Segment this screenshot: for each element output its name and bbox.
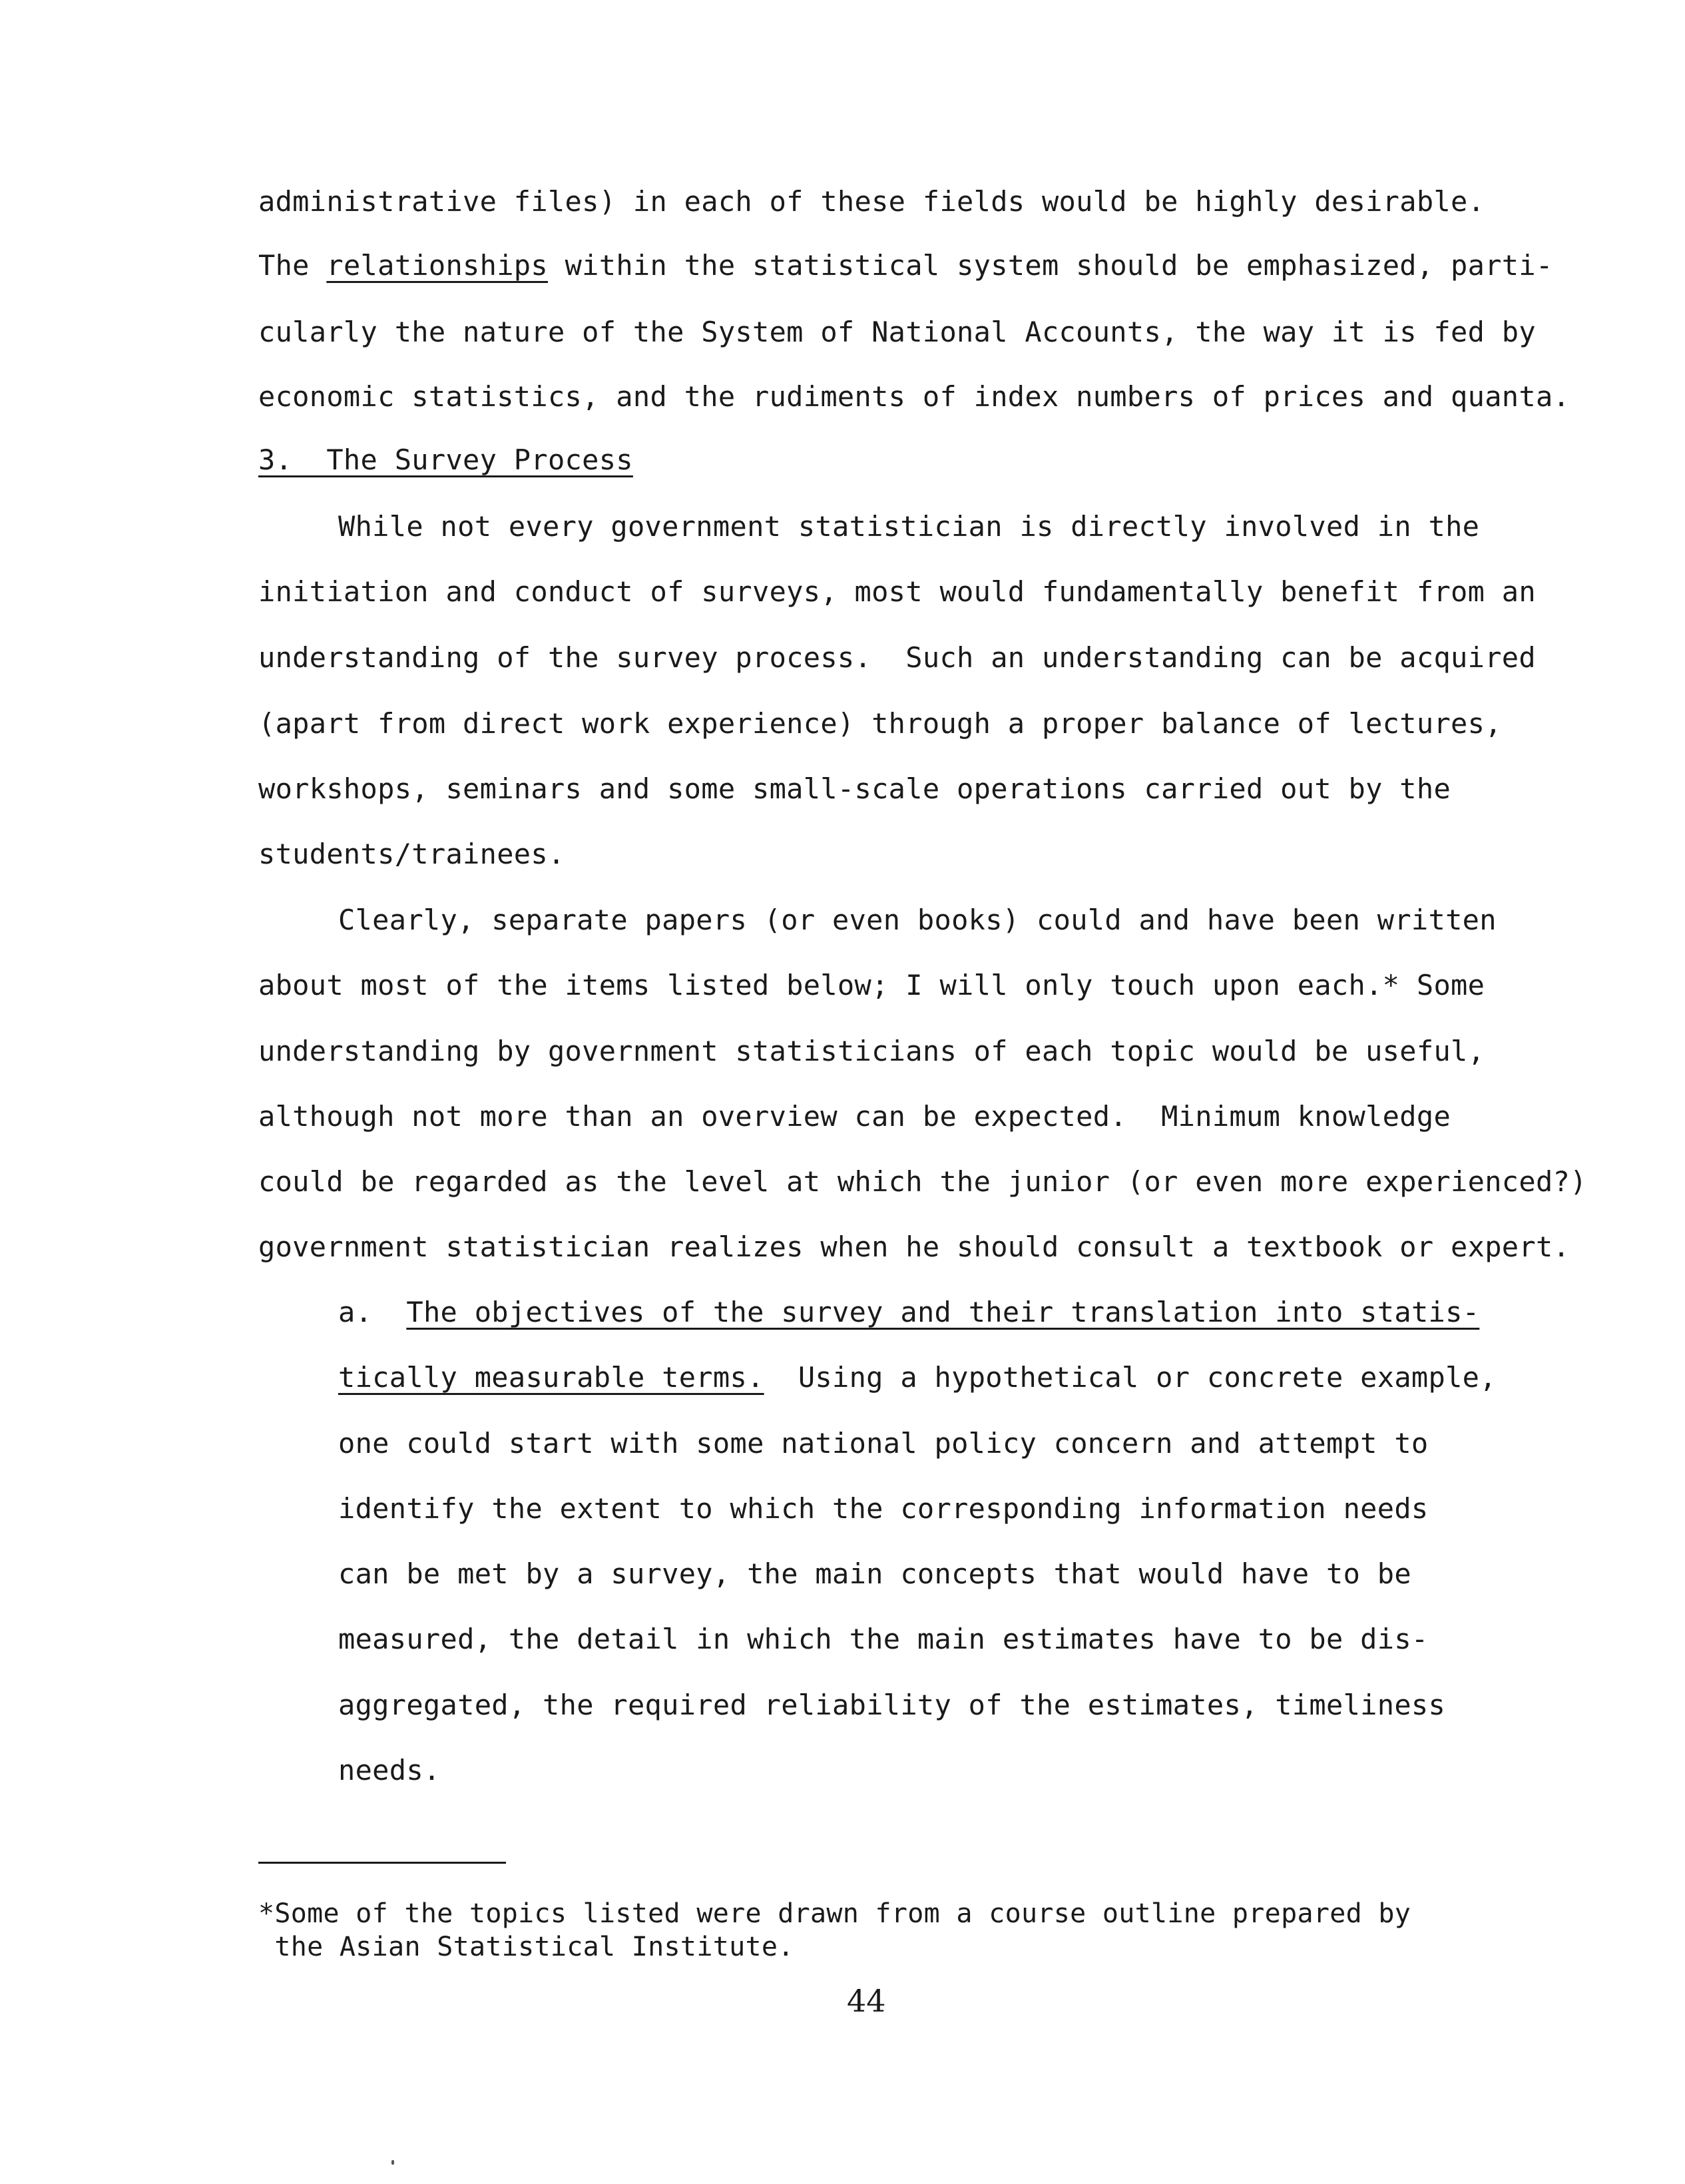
- text-span: within the statistical system should be emphasized, parti-: [547, 249, 1553, 282]
- body-line: could be regarded as the level at which the junior (or even more experienced?): [258, 1165, 1587, 1198]
- body-line: although not more than an overview can be expected. Minimum knowledge: [258, 1100, 1451, 1133]
- list-marker: a.: [338, 1296, 407, 1328]
- body-line: administrative files) in each of these fields would be highly desirable.: [258, 185, 1485, 218]
- body-line: students/trainees.: [258, 838, 565, 870]
- scan-speck: [391, 2160, 394, 2165]
- body-line: can be met by a survey, the main concepts that would have to be: [338, 1557, 1411, 1590]
- underlined-term-relationships: relationships: [326, 249, 548, 282]
- body-line: needs.: [338, 1754, 441, 1786]
- list-item-heading: The objectives of the survey and their translation into statis-: [406, 1296, 1480, 1328]
- footnote-line: the Asian Statistical Institute.: [258, 1932, 794, 1962]
- body-line: workshops, seminars and some small-scale operations carried out by the: [258, 772, 1451, 805]
- body-line: [258, 249, 1553, 282]
- body-line: about most of the items listed below; I will only touch upon each.* Some: [258, 969, 1485, 1001]
- body-line: [338, 1361, 1497, 1394]
- text-span: The: [258, 249, 327, 282]
- list-item-a: [338, 1296, 1479, 1329]
- footnote-line: *Some of the topics listed were drawn from a course outline prepared by: [258, 1898, 1411, 1929]
- body-line: (apart from direct work experience) through a proper balance of lectures,: [258, 707, 1502, 740]
- section-heading: 3. The Survey Process: [258, 443, 633, 476]
- body-line: understanding by government statisticians of each topic would be useful,: [258, 1035, 1485, 1067]
- text-span: Using a hypothetical or concrete example,: [764, 1361, 1497, 1394]
- body-line: aggregated, the required reliability of the estimates, timeliness: [338, 1689, 1446, 1721]
- body-line: understanding of the survey process. Such an understanding can be acquired: [258, 641, 1536, 674]
- body-line: measured, the detail in which the main estimates have to be dis-: [338, 1623, 1429, 1655]
- body-line: cularly the nature of the System of National Accounts, the way it is fed by: [258, 316, 1536, 348]
- body-line: government statistician realizes when he should consult a textbook or expert.: [258, 1230, 1570, 1263]
- body-line: economic statistics, and the rudiments of index numbers of prices and quanta.: [258, 380, 1570, 413]
- body-line: one could start with some national policy concern and attempt to: [338, 1427, 1429, 1460]
- page-number: 44: [847, 1983, 886, 2019]
- list-item-heading: tically measurable terms.: [338, 1361, 764, 1394]
- body-line: While not every government statistician is directly involved in the: [338, 510, 1480, 543]
- body-line: identify the extent to which the corresponding information needs: [338, 1492, 1429, 1525]
- body-line: initiation and conduct of surveys, most would fundamentally benefit from an: [258, 575, 1536, 608]
- footnote-divider: [258, 1862, 506, 1864]
- body-line: Clearly, separate papers (or even books) could and have been written: [338, 904, 1497, 936]
